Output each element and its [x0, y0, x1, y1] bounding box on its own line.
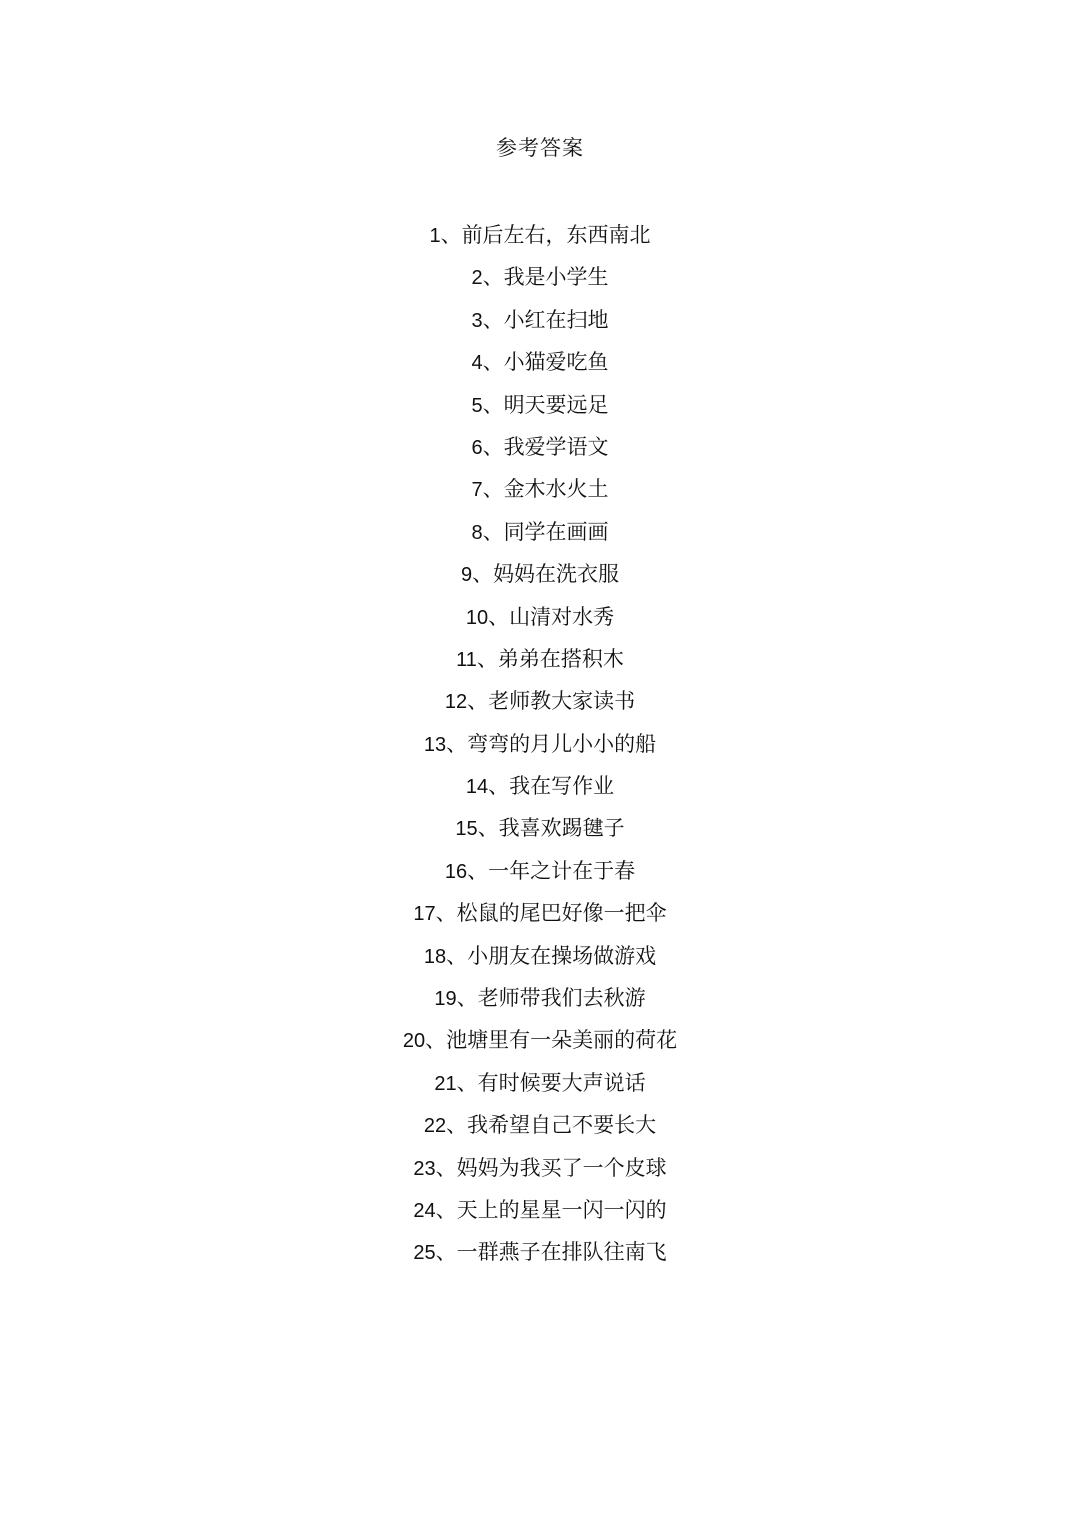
- answer-separator: 、: [488, 604, 510, 629]
- answer-text: 同学在画画: [503, 519, 609, 544]
- answer-item: [0, 892, 1080, 934]
- answer-item: [0, 765, 1080, 807]
- answer-item: [0, 1147, 1080, 1189]
- answer-separator: 、: [456, 986, 478, 1011]
- answer-separator: 、: [482, 350, 504, 375]
- answer-item: [0, 1062, 1080, 1104]
- answer-item: [0, 553, 1080, 595]
- answer-text: 老师带我们去秋游: [477, 986, 646, 1011]
- answer-separator: 、: [482, 519, 504, 544]
- answer-item: [0, 256, 1080, 298]
- answer-text: 一年之计在于春: [488, 858, 636, 883]
- answer-text: 我喜欢踢毽子: [498, 816, 625, 841]
- answer-text: 山清对水秀: [509, 604, 615, 629]
- answer-item: [0, 807, 1080, 849]
- answer-number: 12: [444, 691, 468, 714]
- answer-text: 小红在扫地: [503, 307, 609, 332]
- answer-text: 我希望自己不要长大: [467, 1113, 657, 1138]
- answer-separator: 、: [446, 731, 468, 756]
- answer-number: 5: [471, 394, 483, 417]
- answer-number: 6: [471, 436, 483, 459]
- answer-text: 松鼠的尾巴好像一把伞: [456, 901, 667, 926]
- answer-item: [0, 850, 1080, 892]
- answer-item: [0, 1231, 1080, 1273]
- answer-number: 19: [434, 988, 457, 1011]
- answer-item: [0, 596, 1080, 638]
- answer-number: 4: [471, 352, 483, 375]
- answer-number: 7: [471, 479, 483, 502]
- answer-number: 15: [455, 818, 478, 841]
- page-title: 参考答案: [496, 136, 584, 160]
- answer-number: 24: [413, 1199, 436, 1222]
- answer-item: [0, 384, 1080, 426]
- answer-number: 8: [471, 521, 483, 544]
- answer-item: [0, 1189, 1080, 1231]
- answer-item: [0, 214, 1080, 256]
- answer-separator: 、: [440, 223, 462, 247]
- answer-separator: 、: [482, 434, 504, 459]
- answer-item: [0, 977, 1080, 1019]
- answer-separator: 、: [435, 1197, 457, 1222]
- answer-separator: 、: [467, 689, 489, 714]
- answer-number: 22: [423, 1115, 447, 1138]
- answer-item: [0, 723, 1080, 765]
- answer-separator: 、: [446, 1113, 468, 1138]
- answer-text: 池塘里有一朵美丽的荷花: [446, 1028, 678, 1053]
- answer-text: 明天要远足: [503, 392, 609, 417]
- answer-separator: 、: [435, 901, 457, 926]
- answer-text: 妈妈为我买了一个皮球: [456, 1155, 667, 1180]
- answer-item: [0, 511, 1080, 553]
- answer-separator: 、: [482, 265, 504, 290]
- answer-text: 天上的星星一闪一闪的: [456, 1197, 667, 1222]
- answer-separator: 、: [425, 1028, 447, 1053]
- answer-text: 小朋友在操场做游戏: [467, 943, 657, 968]
- answer-separator: 、: [467, 858, 489, 883]
- answer-text: 我爱学语文: [503, 434, 609, 459]
- answer-separator: 、: [477, 816, 499, 841]
- answer-separator: 、: [446, 943, 468, 968]
- answer-number: 23: [413, 1157, 436, 1180]
- answer-separator: 、: [476, 646, 498, 671]
- answer-text: 金木水火土: [503, 477, 609, 502]
- answer-number: 16: [444, 860, 468, 883]
- answer-item: [0, 1019, 1080, 1061]
- answer-separator: 、: [435, 1155, 457, 1180]
- answer-number: 1: [429, 225, 441, 247]
- answer-separator: 、: [482, 477, 504, 502]
- answer-number: 11: [456, 648, 477, 671]
- answer-item: [0, 1104, 1080, 1146]
- answer-item: [0, 935, 1080, 977]
- answer-separator: 、: [472, 562, 494, 587]
- answer-number: 18: [423, 945, 447, 968]
- answer-list: [0, 214, 1080, 1274]
- answer-text: 妈妈在洗衣服: [493, 562, 620, 587]
- answer-text: 弟弟在搭积木: [497, 646, 624, 671]
- answer-number: 10: [465, 606, 489, 629]
- answer-number: 21: [434, 1072, 457, 1095]
- answer-text: 有时候要大声说话: [477, 1070, 646, 1095]
- answer-number: 3: [471, 309, 483, 332]
- answer-number: 9: [460, 564, 473, 587]
- answer-text: 小猫爱吃鱼: [503, 350, 609, 375]
- answer-separator: 、: [482, 392, 504, 417]
- answer-text: 弯弯的月儿小小的船: [467, 731, 657, 756]
- answer-item: [0, 426, 1080, 468]
- answer-item: [0, 299, 1080, 341]
- answer-number: 13: [423, 733, 447, 756]
- answer-item: [0, 638, 1080, 680]
- answer-text: 我在写作业: [509, 774, 615, 799]
- answer-number: 20: [402, 1030, 426, 1053]
- answer-number: 25: [413, 1242, 436, 1265]
- answer-separator: 、: [482, 307, 504, 332]
- answer-text: 我是小学生: [503, 265, 609, 290]
- answer-separator: 、: [488, 774, 510, 799]
- answer-text: 一群燕子在排队往南飞: [456, 1240, 667, 1265]
- answer-text: 前后左右，东西南北: [461, 223, 651, 247]
- answer-number: 14: [465, 776, 489, 799]
- answer-item: [0, 341, 1080, 383]
- answer-number: 2: [471, 267, 483, 290]
- answer-number: 17: [413, 903, 436, 926]
- answer-separator: 、: [456, 1070, 478, 1095]
- answer-separator: 、: [435, 1240, 457, 1265]
- answer-text: 老师教大家读书: [488, 689, 636, 714]
- answer-item: [0, 468, 1080, 510]
- answer-item: [0, 680, 1080, 722]
